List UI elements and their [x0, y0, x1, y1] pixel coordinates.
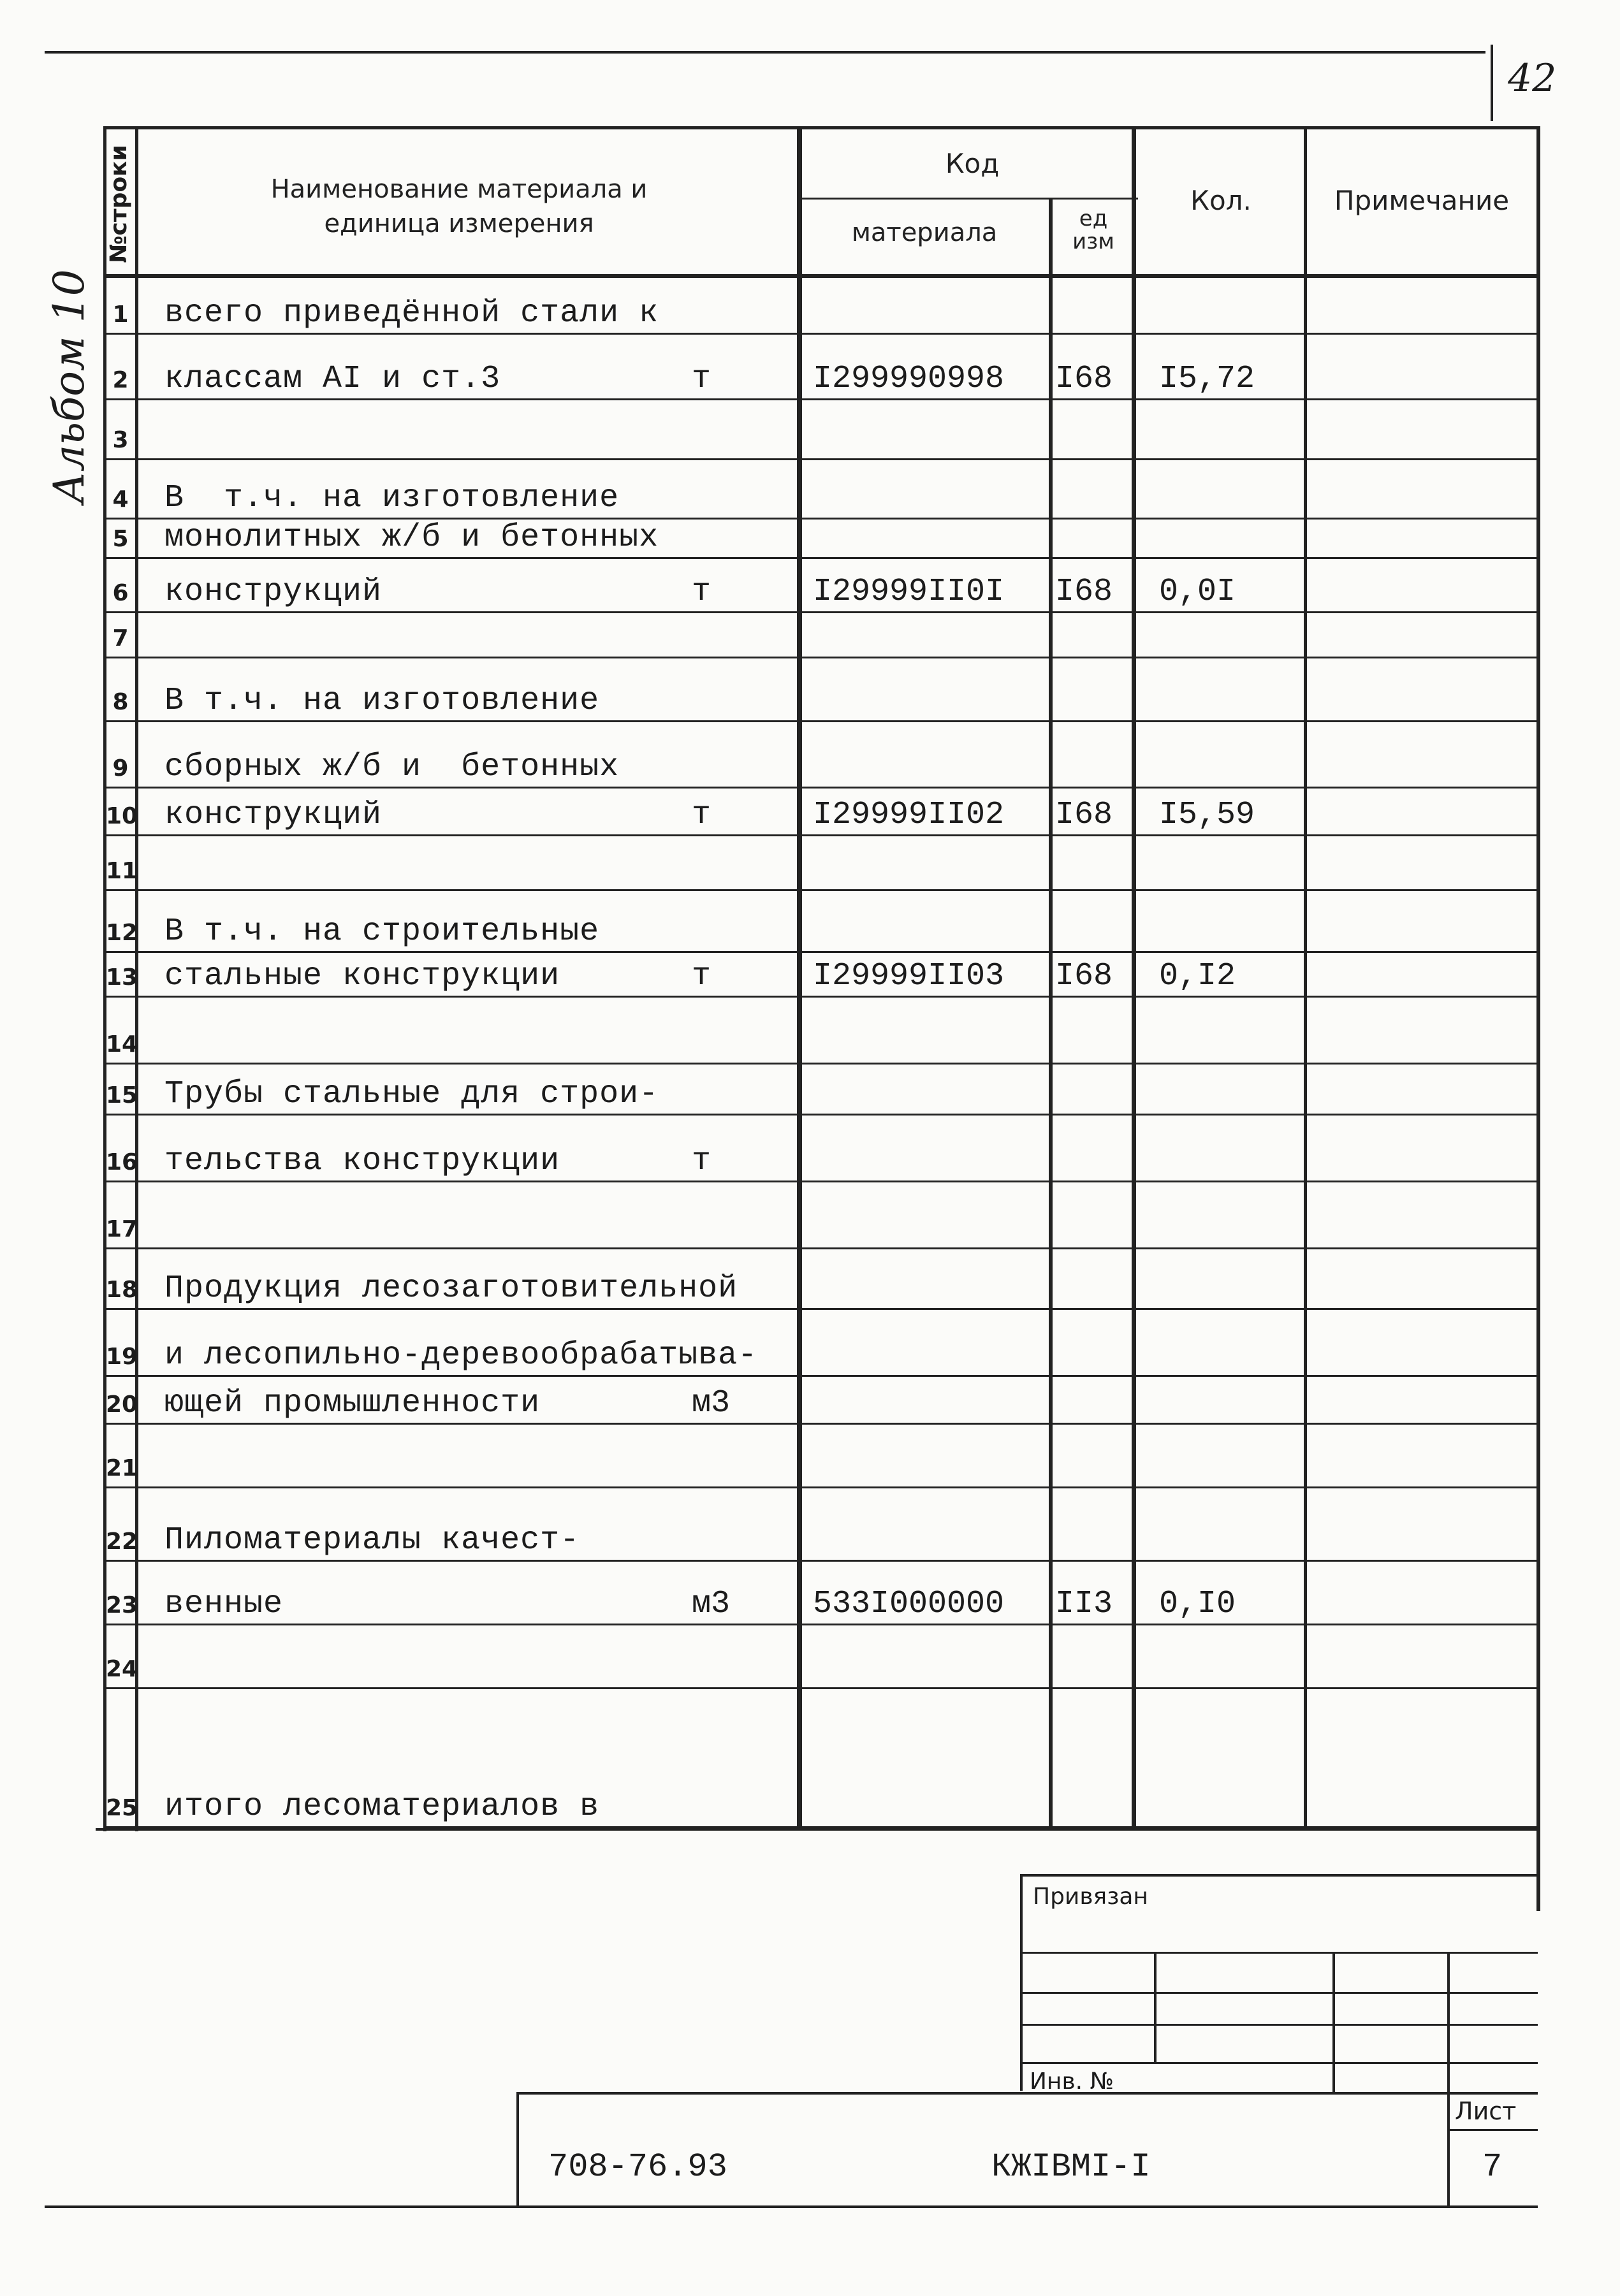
unit-code: I68 — [1055, 574, 1113, 610]
header-code-material: материала — [851, 218, 998, 247]
table-row — [0, 335, 1620, 400]
table-row — [0, 1625, 1620, 1689]
unit: м3 — [692, 1586, 731, 1622]
table-row — [0, 1377, 1620, 1425]
unit-code: I68 — [1055, 797, 1113, 833]
header-qty: Кол. — [1190, 185, 1251, 216]
unit: т — [692, 958, 711, 994]
unit: т — [692, 797, 711, 833]
unit-code: I68 — [1055, 958, 1113, 994]
row-number: 14 — [106, 1031, 138, 1057]
material-name: В т.ч. на изготовление — [164, 683, 600, 719]
quantity: 0,I0 — [1159, 1586, 1236, 1622]
header-code-unit: ед изм — [1072, 206, 1114, 254]
table-row — [0, 460, 1620, 520]
page-number: 42 — [1508, 56, 1557, 101]
unit: т — [692, 1143, 711, 1179]
row-number: 25 — [106, 1795, 138, 1821]
row-number: 11 — [106, 858, 138, 884]
row-number: 8 — [112, 689, 129, 715]
row-number: 23 — [106, 1592, 138, 1618]
table-row — [0, 520, 1620, 559]
material-name: итого лесоматериалов в — [164, 1789, 600, 1825]
material-name: ющей промышленности — [164, 1385, 541, 1421]
table-row — [0, 1064, 1620, 1115]
row-number: 9 — [112, 755, 129, 781]
stamp-privyazan: Привязан — [1033, 1884, 1148, 1910]
unit: т — [692, 574, 711, 610]
stamp-inv-no: Инв. № — [1030, 2068, 1114, 2095]
material-code: I299990998 — [813, 361, 1005, 397]
table-row — [0, 1310, 1620, 1377]
row-number: 24 — [106, 1656, 138, 1682]
row-number: 19 — [106, 1344, 138, 1370]
stamp-doc-mark: КЖIВМI-I — [991, 2148, 1151, 2186]
quantity: I5,59 — [1159, 797, 1255, 833]
material-name: В т.ч. на изготовление — [164, 480, 620, 516]
quantity: I5,72 — [1159, 361, 1255, 397]
table-row — [0, 1249, 1620, 1310]
table-row — [0, 788, 1620, 836]
material-name: конструкций — [164, 574, 383, 610]
table-row — [0, 1488, 1620, 1562]
material-name: стальные конструкции — [164, 958, 560, 994]
row-number: 10 — [106, 803, 138, 829]
stamp-sheet-label: Лист — [1455, 2097, 1517, 2125]
table-row — [0, 1689, 1620, 1828]
material-name: Трубы стальные для строи- — [164, 1076, 659, 1112]
row-number: 22 — [106, 1529, 138, 1555]
table-row — [0, 953, 1620, 998]
row-number: 7 — [112, 625, 129, 651]
header-code: Код — [945, 148, 1000, 179]
table-row — [0, 400, 1620, 460]
material-name: классам AI и ст.3 — [164, 361, 501, 397]
material-code: 533I000000 — [813, 1586, 1005, 1622]
row-number: 15 — [106, 1082, 138, 1108]
quantity: 0,0I — [1159, 574, 1236, 610]
table-row — [0, 559, 1620, 613]
unit: т — [692, 361, 711, 397]
material-name: сборных ж/б и бетонных — [164, 749, 620, 785]
material-code: I29999II03 — [813, 958, 1005, 994]
unit: м3 — [692, 1385, 731, 1421]
header-note: Примечание — [1334, 185, 1510, 216]
row-number: 13 — [106, 964, 138, 991]
stamp-sheet-number: 7 — [1482, 2148, 1503, 2186]
material-name: Продукция лесозаготовительной — [164, 1270, 738, 1307]
stamp-doc-code: 708-76.93 — [548, 2148, 727, 2186]
material-name: Пиломатериалы качест- — [164, 1522, 580, 1559]
material-name: монолитных ж/б и бетонных — [164, 520, 659, 556]
unit-code: II3 — [1055, 1586, 1113, 1622]
table-row — [0, 722, 1620, 788]
row-number: 4 — [112, 486, 129, 512]
material-code: I29999II02 — [813, 797, 1005, 833]
table-row — [0, 998, 1620, 1064]
table-row — [0, 1562, 1620, 1625]
table-row — [0, 1425, 1620, 1488]
unit-code: I68 — [1055, 361, 1113, 397]
table-row — [0, 658, 1620, 722]
table-row — [0, 613, 1620, 658]
material-name: венные — [164, 1586, 284, 1622]
row-number: 5 — [112, 526, 129, 552]
row-number: 16 — [106, 1149, 138, 1175]
material-code: I29999II0I — [813, 574, 1005, 610]
row-number: 20 — [106, 1391, 138, 1418]
row-number: 3 — [112, 427, 129, 453]
material-name: конструкций — [164, 797, 383, 833]
album-label: Альбом 10 — [45, 269, 94, 504]
table-row — [0, 836, 1620, 891]
material-name: тельства конструкции — [164, 1143, 560, 1179]
material-name: В т.ч. на строительные — [164, 913, 600, 950]
row-number: 12 — [106, 920, 138, 946]
header-row-no: №строки — [106, 145, 132, 263]
table-row — [0, 891, 1620, 953]
quantity: 0,I2 — [1159, 958, 1236, 994]
row-number: 6 — [112, 580, 129, 606]
material-name: и лесопильно-деревообрабатыва- — [164, 1337, 758, 1374]
row-number: 18 — [106, 1277, 138, 1303]
table-row — [0, 1115, 1620, 1182]
header-name: Наименование материала и единица измерения — [270, 175, 648, 238]
row-number: 2 — [112, 367, 129, 393]
row-number: 1 — [112, 302, 129, 328]
table-row — [0, 278, 1620, 335]
material-name: всего приведённой стали к — [164, 295, 659, 331]
row-number: 21 — [106, 1455, 138, 1481]
table-row — [0, 1182, 1620, 1249]
row-number: 17 — [106, 1216, 138, 1242]
